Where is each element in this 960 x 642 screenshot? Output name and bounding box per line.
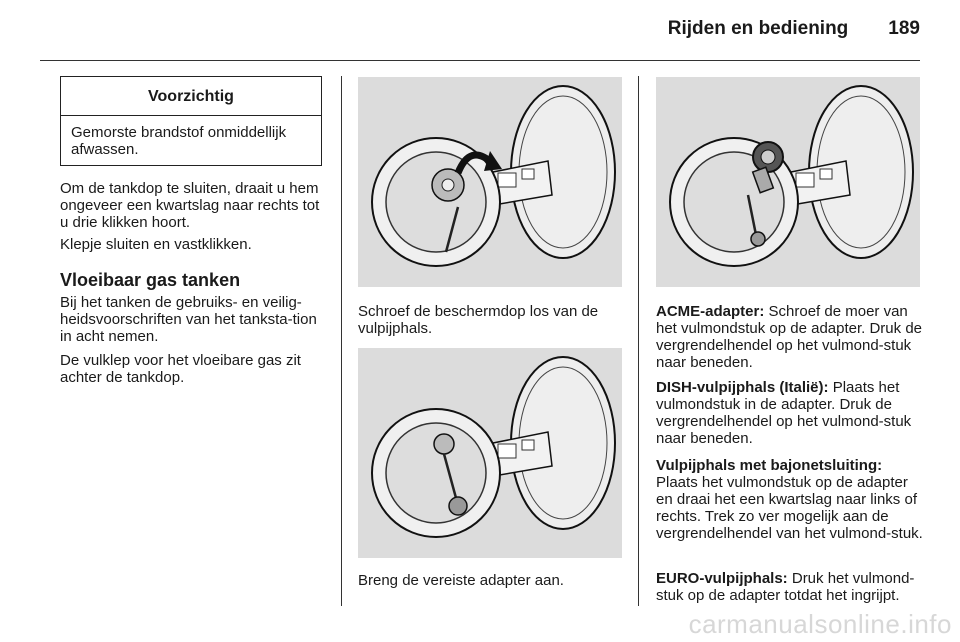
caution-box [60,76,322,166]
label-bayonet: Vulpijphals met bajonetsluiting: [656,457,883,474]
caution-text: Gemorste brandstof onmiddellijk afwassen. [71,124,287,158]
column-divider-right [638,76,639,606]
paragraph-acme [656,303,924,371]
paragraph-close-flap: Klepje sluiten en vastklikken. [60,236,252,253]
fuel-door-nozzle-drawing [656,77,920,287]
illustration-adapter-nozzle [656,77,920,287]
label-dish: DISH-vulpijphals (Italië): [656,379,829,396]
page-header [668,18,920,40]
paragraph-close-cap: Om de tankdop te sluiten, draait u hem ongeveer een kwartslag naar rechts tot u drie klikken hoort. [60,180,320,231]
caution-title: Voorzichtig [61,77,321,116]
label-acme: ACME-adapter: [656,303,765,320]
section-heading-lpg: Vloeibaar gas tanken [60,270,241,290]
caption-fit-adapter: Breng de vereiste adapter aan. [358,572,564,589]
text-euro: Druk het vulmond-stuk op de adapter totdat het ingrijpt. [656,570,915,604]
column-divider-left [341,76,342,606]
fuel-door-cap-drawing [358,77,622,287]
caption-unscrew-cap: Schroef de beschermdop los van de vulpijphals. [358,303,599,337]
paragraph-safety: Bij het tanken de gebruiks- en veilig-heidsvoorschriften van het tanksta-tion in acht nemen. [60,294,317,345]
header-title: Rijden en bediening [667,18,849,39]
illustration-fit-adapter [358,348,622,558]
paragraph-euro [656,570,924,604]
page-number: 189 [888,18,920,39]
illustration-unscrew-cap [358,77,622,287]
watermark: carmanualsonline.info [688,609,952,639]
paragraph-bayonet [656,457,924,542]
fuel-door-adapter-drawing [358,348,622,558]
text-acme: Schroef de moer van het vulmondstuk op de adapter. Druk de vergrendelhendel op het vulmond-stuk naar beneden. [656,303,923,371]
label-euro: EURO-vulpijphals: [656,570,788,587]
text-bayonet: Plaats het vulmondstuk op de adapter en draai het een kwartslag naar links of rechts. Trek zo ver mogelijk aan de vergrendelhendel van het vulmond-stuk. [656,474,923,542]
paragraph-valve: De vulklep voor het vloeibare gas zit achter de tankdop. [60,352,301,386]
text-dish: Plaats het vulmondstuk in de adapter. Druk de vergrendelhendel op het vulmond-stuk naar beneden. [656,379,912,447]
header-rule [40,60,920,61]
paragraph-dish [656,379,920,447]
